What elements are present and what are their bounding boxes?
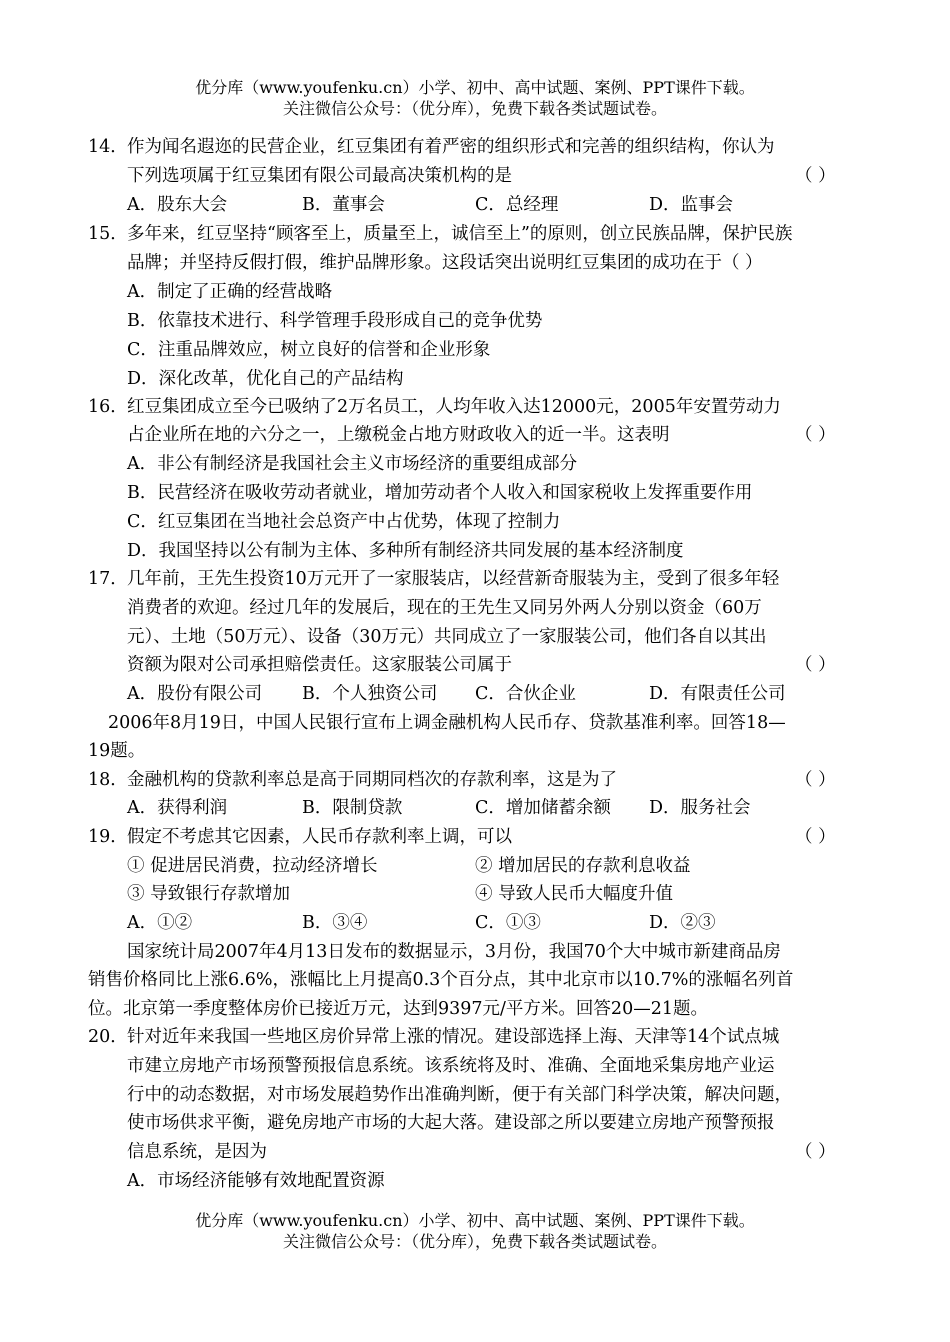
question-text: 金融机构的贷款利率总是高于同期同档次的存款利率，这是为了 <box>127 770 617 790</box>
passage-intro-20-line-3: 位。北京第一季度整体房价已接近万元，达到9397元/平方米。回答20—21题。 <box>88 999 708 1019</box>
question-number: 16． <box>88 397 128 417</box>
option-d: D．有限责任公司 <box>649 684 786 704</box>
option-a: A．股东大会 <box>127 195 228 215</box>
question-number: 15． <box>88 224 128 244</box>
option-d: D．服务社会 <box>649 798 751 818</box>
footer-line-1: 优分库（www.youfenku.cn）小学、初中、高中试题、案例、PPT课件下载。 <box>195 1211 755 1230</box>
question-text: 占企业所在地的六分之一，上缴税金占地方财政收入的近一半。这表明 <box>127 425 670 445</box>
question-text: 信息系统，是因为 <box>127 1142 267 1162</box>
question-text: 假定不考虑其它因素，人民币存款利率上调，可以 <box>127 827 512 847</box>
question-text: 多年来，红豆坚持“顾客至上，质量至上，诚信至上”的原则，创立民族品牌，保护民族 <box>127 224 793 244</box>
answer-paren: （ ） <box>795 1142 836 1162</box>
option-d: D．我国坚持以公有制为主体、多种所有制经济共同发展的基本经济制度 <box>127 541 684 561</box>
statement-1: ① 促进居民消费，拉动经济增长 <box>127 856 378 876</box>
option-a: A．非公有制经济是我国社会主义市场经济的重要组成部分 <box>127 454 578 474</box>
footer-line-2: 关注微信公众号：（优分库），免费下载各类试题试卷。 <box>282 1232 667 1251</box>
option-a: A．①② <box>127 913 193 933</box>
question-text: 下列选项属于红豆集团有限公司最高决策机构的是 <box>127 166 512 186</box>
question-text: 市建立房地产市场预警预报信息系统。该系统将及时、准确、全面地采集房地产业运 <box>127 1056 775 1076</box>
question-number: 20． <box>88 1027 128 1047</box>
question-text: 几年前，王先生投资10万元开了一家服装店，以经营新奇服装为主，受到了很多年轻 <box>127 569 780 589</box>
option-c: C．①③ <box>475 913 541 933</box>
option-a: A．市场经济能够有效地配置资源 <box>127 1171 385 1191</box>
option-b: B．③④ <box>302 913 368 933</box>
question-number: 17． <box>88 569 128 589</box>
option-d: D．深化改革，优化自己的产品结构 <box>127 369 404 389</box>
passage-intro-18-line-2: 19题。 <box>88 741 146 761</box>
option-c: C．注重品牌效应，树立良好的信誉和企业形象 <box>127 340 491 360</box>
option-d: D．监事会 <box>649 195 734 215</box>
option-a: A．股份有限公司 <box>127 684 263 704</box>
option-b: B．个人独资公司 <box>302 684 438 704</box>
option-a: A．制定了正确的经营战略 <box>127 282 333 302</box>
question-text: 针对近年来我国一些地区房价异常上涨的情况。建设部选择上海、天津等14个试点城 <box>127 1027 780 1047</box>
option-c: C．总经理 <box>475 195 559 215</box>
answer-paren: （ ） <box>795 770 836 790</box>
question-text: 作为闻名遐迩的民营企业，红豆集团有着严密的组织形式和完善的组织结构，你认为 <box>127 137 775 157</box>
option-b: B．民营经济在吸收劳动者就业，增加劳动者个人收入和国家税收上发挥重要作用 <box>127 483 753 503</box>
question-text: 资额为限对公司承担赔偿责任。这家服装公司属于 <box>127 655 512 675</box>
statement-4: ④ 导致人民币大幅度升值 <box>475 884 674 904</box>
question-text: 品牌；并坚持反假打假，维护品牌形象。这段话突出说明红豆集团的成功在于（ ） <box>127 253 763 273</box>
answer-paren: （ ） <box>795 827 836 847</box>
answer-paren: （ ） <box>795 425 836 445</box>
passage-intro-20-line-2: 销售价格同比上涨6.6%，涨幅比上月提高0.3个百分点，其中北京市以10.7%的涨幅名列首 <box>88 970 794 990</box>
question-text: 消费者的欢迎。经过几年的发展后，现在的王先生又同另外两人分别以资金（60万 <box>127 598 762 618</box>
option-c: C．红豆集团在当地社会总资产中占优势，体现了控制力 <box>127 512 561 532</box>
header-line-1: 优分库（www.youfenku.cn）小学、初中、高中试题、案例、PPT课件下载。 <box>195 78 755 97</box>
statement-3: ③ 导致银行存款增加 <box>127 884 291 904</box>
question-text: 红豆集团成立至今已吸纳了2万名员工，人均年收入达12000元，2005年安置劳动力 <box>127 397 781 417</box>
passage-intro-18: 2006年8月19日，中国人民银行宣布上调金融机构人民币存、贷款基准利率。回答18— <box>108 713 786 733</box>
question-text: 使市场供求平衡，避免房地产市场的大起大落。建设部之所以要建立房地产预警预报 <box>127 1113 775 1133</box>
statement-2: ② 增加居民的存款利息收益 <box>475 856 691 876</box>
question-text: 元）、土地（50万元）、设备（30万元）共同成立了一家服装公司，他们各自以其出 <box>127 627 767 647</box>
option-d: D．②③ <box>649 913 716 933</box>
question-number: 19． <box>88 827 128 847</box>
question-number: 14． <box>88 137 128 157</box>
question-text: 行中的动态数据，对市场发展趋势作出准确判断，便于有关部门科学决策，解决问题， <box>127 1085 792 1105</box>
question-number: 18． <box>88 770 128 790</box>
option-b: B．限制贷款 <box>302 798 403 818</box>
option-b: B．依靠技术进行、科学管理手段形成自己的竞争优势 <box>127 311 543 331</box>
header-line-2: 关注微信公众号：（优分库），免费下载各类试题试卷。 <box>282 99 667 118</box>
answer-paren: （ ） <box>795 166 836 186</box>
answer-paren: （ ） <box>795 655 836 675</box>
option-c: C．增加储蓄余额 <box>475 798 611 818</box>
option-a: A．获得利润 <box>127 798 228 818</box>
passage-intro-20: 国家统计局2007年4月13日发布的数据显示，3月份，我国70个大中城市新建商品房 <box>127 942 781 962</box>
option-c: C．合伙企业 <box>475 684 576 704</box>
option-b: B．董事会 <box>302 195 385 215</box>
